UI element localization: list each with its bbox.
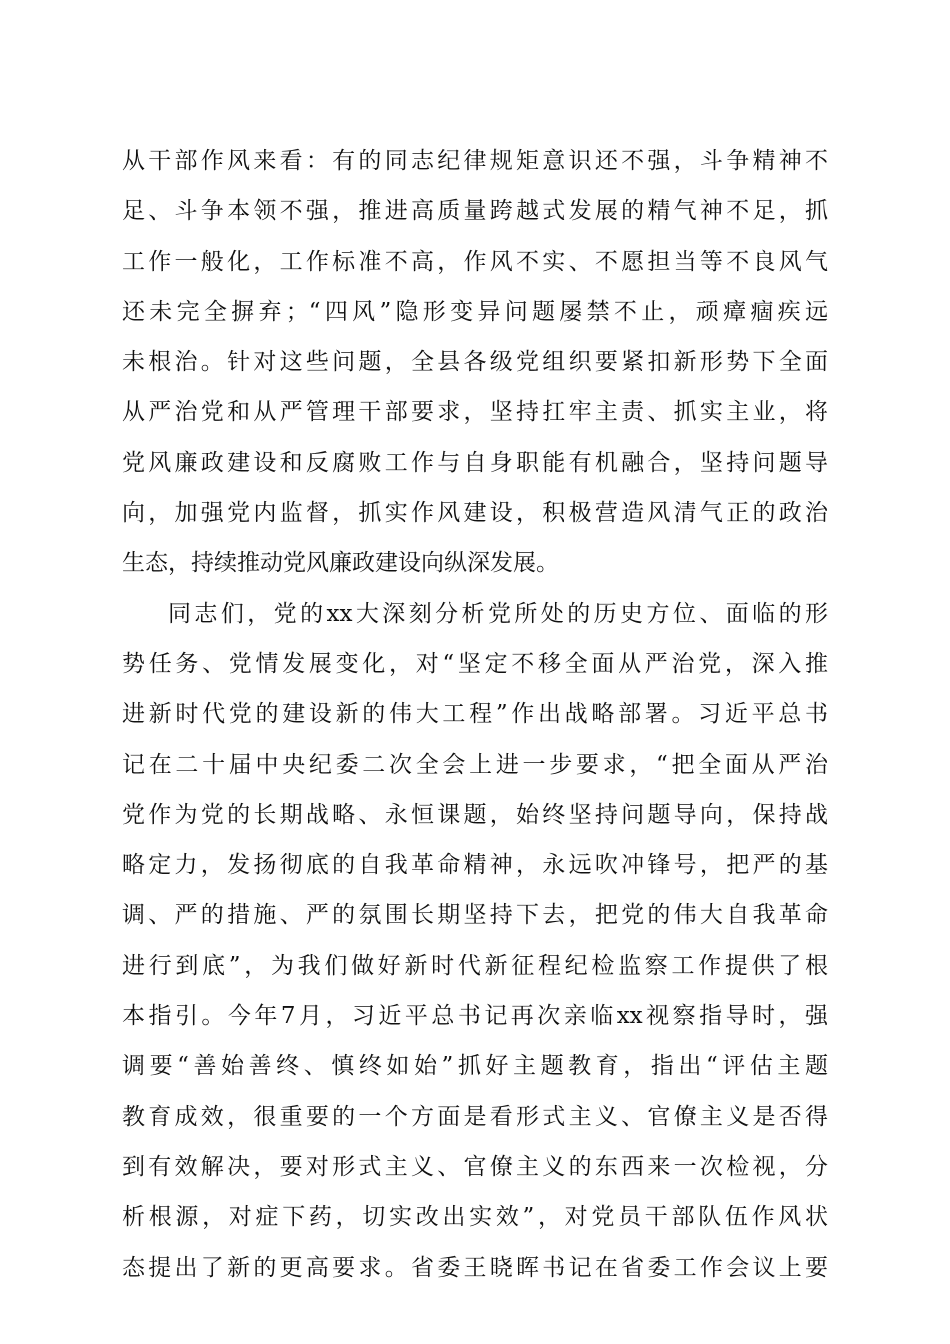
text-line: 到有效解决，要对形式主义、官僚主义的东西来一次检视，分: [122, 1153, 828, 1180]
text-line: 党作为党的长期战略、永恒课题，始终坚持问题导向，保持战: [122, 801, 828, 828]
text-line: 同志们，党的xx大深刻分析党所处的历史方位、面临的形: [168, 600, 828, 627]
text-line: 态提出了新的更高要求。省委王晓晖书记在省委工作会议上要: [122, 1254, 828, 1281]
text-line: 足、斗争本领不强，推进高质量跨越式发展的精气神不足，抓: [122, 198, 828, 225]
text-line: 记在二十届中央纪委二次全会上进一步要求，“把全面从严治: [122, 751, 828, 778]
text-line: 从严治党和从严管理干部要求，坚持扛牢主责、抓实主业，将: [122, 399, 828, 426]
paragraph-2: [122, 589, 828, 1293]
body-text: [122, 136, 828, 1293]
text-line: 进新时代党的建设新的伟大工程”作出战略部署。习近平总书: [122, 701, 828, 728]
paragraph-1: [122, 136, 828, 589]
text-line: 本指引。今年7月，习近平总书记再次亲临xx视察指导时，强: [122, 1003, 828, 1030]
text-line: 从干部作风来看：有的同志纪律规矩意识还不强，斗争精神不: [122, 148, 828, 174]
text-line: 调、严的措施、严的氛围长期坚持下去，把党的伟大自我革命: [122, 902, 828, 929]
text-line: 未根治。针对这些问题，全县各级党组织要紧扣新形势下全面: [122, 349, 828, 376]
text-line: 势任务、党情发展变化，对“坚定不移全面从严治党，深入推: [122, 650, 828, 677]
text-line: 还未完全摒弃；“四风”隐形变异问题屡禁不止，顽瘴痼疾远: [122, 298, 828, 325]
text-line: 调要“善始善终、慎终如始”抓好主题教育，指出“评估主题: [122, 1053, 828, 1080]
text-line: 析根源，对症下药，切实改出实效”，对党员干部队伍作风状: [122, 1204, 828, 1231]
text-line: 教育成效，很重要的一个方面是看形式主义、官僚主义是否得: [122, 1103, 828, 1130]
text-line: 向，加强党内监督，抓实作风建设，积极营造风清气正的政治: [122, 500, 828, 527]
text-line: 略定力，发扬彻底的自我革命精神，永远吹冲锋号，把严的基: [122, 852, 828, 879]
text-line: 党风廉政建设和反腐败工作与自身职能有机融合，坚持问题导: [122, 449, 828, 476]
text-line: 进行到底”，为我们做好新时代新征程纪检监察工作提供了根: [122, 952, 828, 979]
text-line: 生态，持续推动党风廉政建设向纵深发展。: [122, 550, 559, 577]
text-line: 工作一般化，工作标准不高，作风不实、不愿担当等不良风气: [122, 248, 828, 275]
